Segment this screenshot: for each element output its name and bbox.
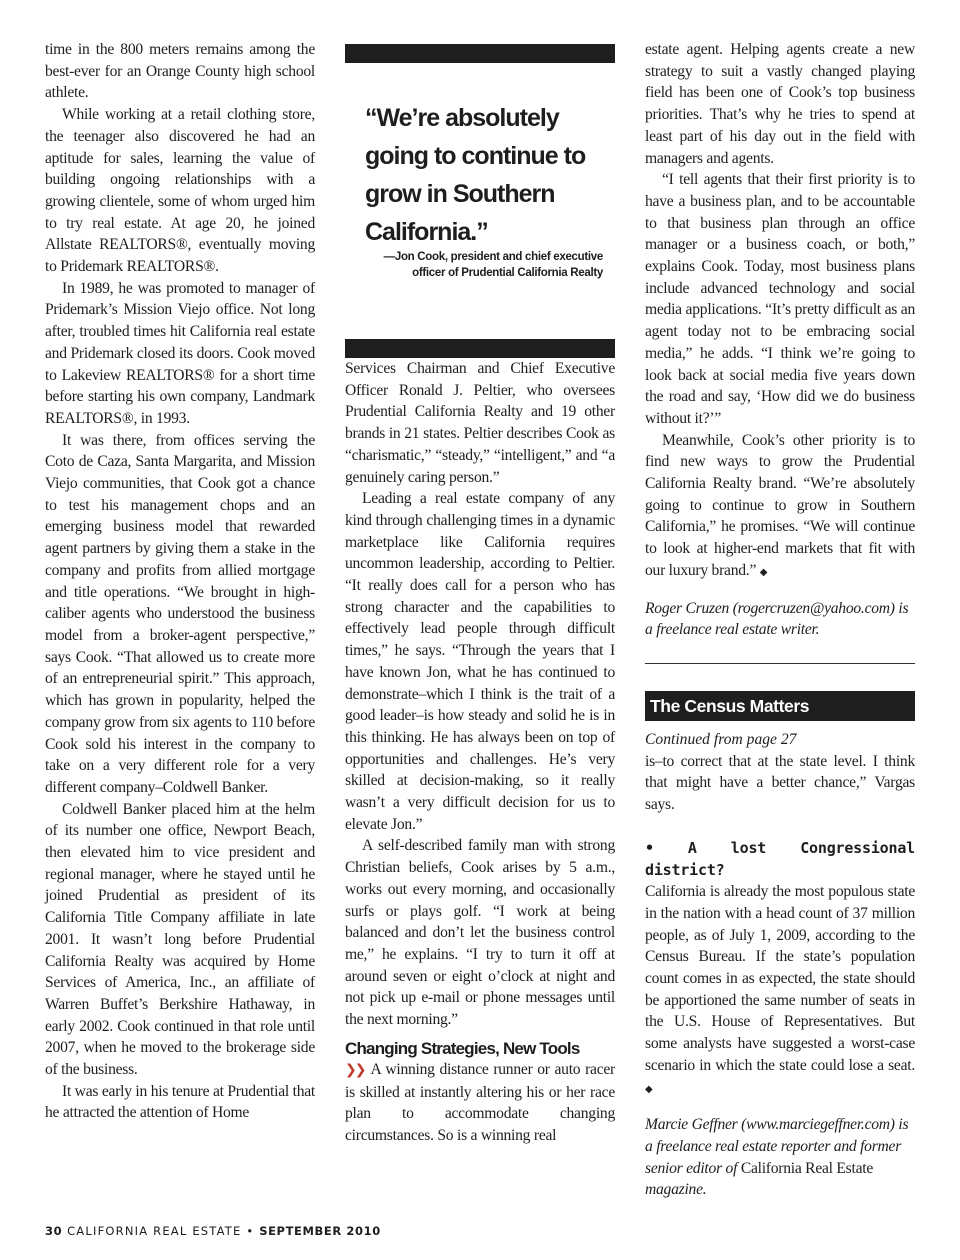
page-number: 30	[45, 1224, 63, 1238]
body-paragraph: It was there, from offices serving the Coto de Caza, Santa Margarita, and Mission Viejo communities, that Cook got a chance to test his management chops and an emerging business model that rewarded agent partners by giving them a stake in the company and profits from allied mortgage and title operations. “We brought in high-caliber agents who understood the business model from a broker-agent perspective,” says Cook. “That allowed us to create more of an entrepreneurial spirit.” This approach, which has grown in popularity, helped the company grow from six agents to 110 before Cook sold his interest in the company to take on a very different role for a very different company–Coldwell Banker.	[45, 431, 315, 796]
body-paragraph: Leading a real estate company of any kind through challenging times in a dynamic marketplace like California requires uncommon leadership, according to Peltier. “It really does call for a person who has strong character and the capabilities to effectively lead people through difficult times,” he says. “Through the years that I have known Jon, what he has continued to demonstrate–which I think is the trait of a good leader–is how steady and solid he is in this thinking. He has always been on top of opportunities and challenges. He’s very skilled at decision-making, so it really wasn’t a very difficult decision for us to elevate Jon.”	[345, 490, 615, 833]
paragraph-text: California is already the most populous state in the nation with a head count of 37 million people, as of July 1, 2009, according to the Census Bureau. If the state’s population count comes in as expected, the state should be apportioned the same number of seats in the U.S. House of Representatives. But some analysts have suggested a worst-case scenario in which the state could lose a seat.	[645, 883, 915, 1074]
pull-quote	[345, 39, 615, 358]
publication-name: CALIFORNIA REAL ESTATE	[67, 1224, 242, 1238]
end-mark-icon: ◆	[645, 1083, 653, 1095]
publication-name: California Real Estate	[740, 1159, 874, 1177]
pull-quote-attribution	[363, 249, 603, 281]
body-paragraph: estate agent. Helping agents create a new strategy to suit a vastly changed playing field has been one of Cook’s top business priorities. That’s why he tries to spend at least part of his day out in the field with managers and agents.	[645, 41, 915, 167]
census-section-heading: The Census Matters	[645, 691, 915, 721]
column-middle	[345, 39, 615, 1147]
body-paragraph: Coldwell Banker placed him at the helm of its number one office, Newport Beach, then elevated him to vice president and regional manager, where he stayed until he joined Prudential as president of its California Title Company affiliate in late 2001. It wasn’t long before Prudential California Realty was acquired by Home Services of America, Inc., an affiliate of Warren Buffet’s Berkshire Hathaway, in early 2002. Cook continued in that role until 2007, when he moved to the brokerage side of the business.	[45, 800, 315, 1079]
end-mark-icon: ◆	[759, 566, 768, 578]
author-byline: Roger Cruzen (rogercruzen@yahoo.com) is a freelance real estate writer.	[645, 599, 909, 639]
byline-text: Marcie Geffner (www.marciegeffner.com) is a freelance real estate reporter and former senior editor of	[645, 1116, 909, 1177]
body-paragraph: time in the 800 meters remains among the best-ever for an Orange County high school athlete.	[45, 41, 315, 102]
double-chevron-icon: ❯❯	[345, 1061, 365, 1078]
column-left	[45, 39, 315, 1124]
footer-separator: •	[246, 1224, 255, 1238]
continued-note: Continued from page 27	[645, 730, 797, 748]
body-paragraph: It was early in his tenure at Prudential that he attracted the attention of Home	[45, 1082, 315, 1122]
body-paragraph: A self-described family man with strong Christian beliefs, Cook arises by 5 a.m., works out every morning, and occasionally surfs or plays golf. “I work at being balanced and don’t let the business control me,” he explains. “I try to turn it off at around seven or eight o’clock at night and not pick up e-mail or phone messages until the next morning.”	[345, 837, 615, 1029]
pull-quote-text: “We’re absolutely going to continue to grow in Southern California.”	[365, 104, 586, 246]
attribution-line: officer of Prudential California Realty	[412, 267, 603, 279]
body-paragraph	[345, 1059, 615, 1147]
body-paragraph: “I tell agents that their first priority is to have a business plan, and to be accountable to that business plan through an office manager or a business coach, or both,” explains Cook. Today, most business plans include advanced technology and social media applications. “It’s pretty difficult as an agent today not to be embracing social media,” he adds. “I think we’re going to look back at social media five years down the road and say, ‘How did we do business without it?’”	[645, 171, 915, 427]
body-paragraph: In 1989, he was promoted to manager of Pridemark’s Mission Viejo office. Not long after, troubled times hit California real estate and Pridemark closed its doors. Cook moved to Lakeview REALTORS® for a short time before starting his own company, Landmark REALTORS®, in 1993.	[45, 279, 315, 427]
bullet-heading: • A lost Congressional district?	[645, 838, 915, 879]
paragraph-text: A winning distance runner or auto racer is skilled at instantly altering his or her race plan to accommodate changing circumstances. So is a winning real	[345, 1060, 615, 1144]
attribution-line: —Jon Cook, president and chief executive	[383, 251, 603, 263]
body-paragraph: is–to correct that at the state level. I think that might have a better chance,” Vargas says.	[645, 752, 915, 814]
byline-text: magazine.	[645, 1181, 707, 1199]
body-paragraph	[645, 838, 915, 1100]
pull-quote-top-bar	[345, 44, 615, 63]
column-right	[645, 39, 915, 1201]
issue-date: SEPTEMBER 2010	[259, 1224, 381, 1238]
body-paragraph	[645, 430, 915, 584]
page-footer	[45, 1224, 381, 1238]
author-byline	[645, 1114, 915, 1201]
section-subhead: Changing Strategies, New Tools	[345, 1038, 580, 1058]
body-paragraph: Services Chairman and Chief Executive Officer Ronald J. Peltier, who oversees Prudential California Realty and 19 other brands in 21 states. Peltier describes Cook as “charismatic,” “steady,” “intelligent,” and “a genuinely caring person.”	[345, 360, 615, 486]
paragraph-text: Meanwhile, Cook’s other priority is to find new ways to grow the Prudential California Realty brand. “We’re absolutely going to continue to grow in Southern California,” he promises. “We will continue to look at higher-end markets that fit with our luxury brand.”	[645, 431, 915, 579]
pull-quote-bottom-bar	[345, 339, 615, 358]
body-paragraph: While working at a retail clothing store, the teenager also discovered he had an aptitude for sales, learning the value of building ongoing relationships with a growing clientele, some of whom urged him to try real estate. At age 20, he joined Allstate REALTORS®, eventually moving to Pridemark REALTORS®.	[45, 106, 315, 276]
section-divider	[645, 663, 915, 664]
